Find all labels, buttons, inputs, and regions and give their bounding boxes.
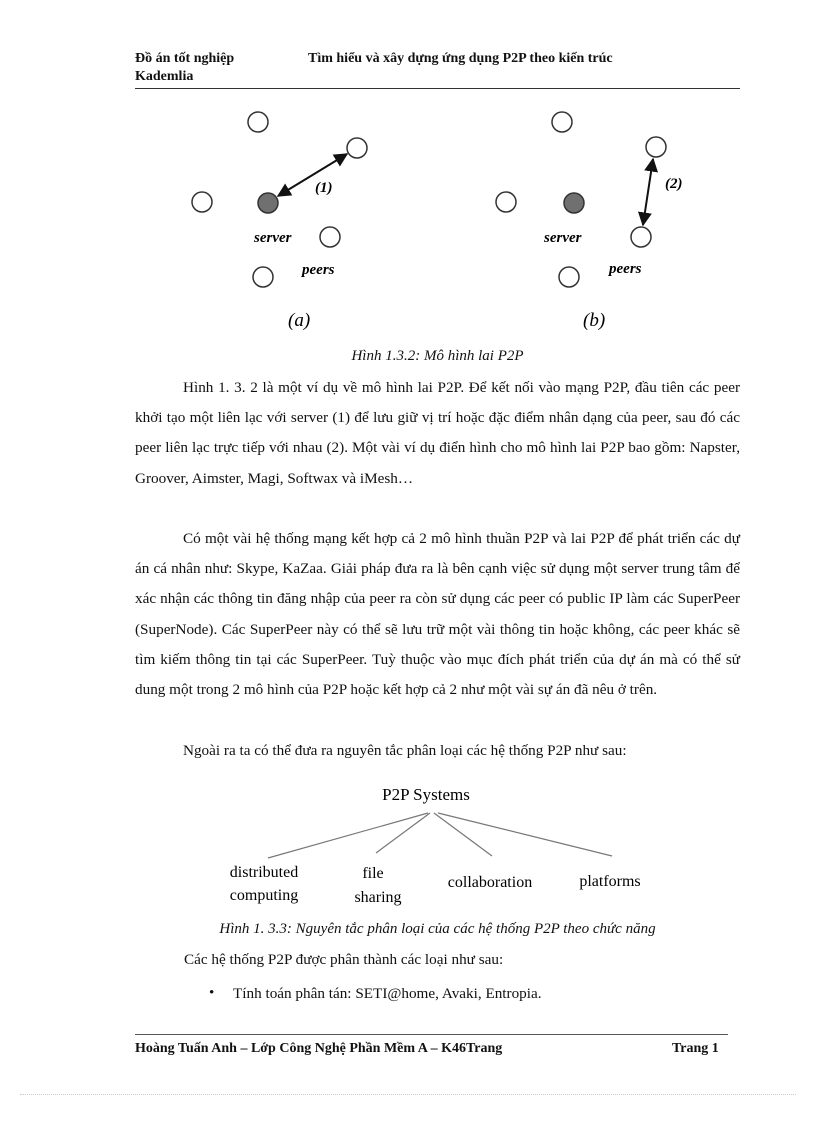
taxonomy-leaf: computing <box>229 887 299 904</box>
paragraph: Hình 1. 3. 2 là một ví dụ về mô hình lai P2P. Để kết nối vào mạng P2P, đầu tiên các peer khởi tạo một liên lạc với server (1) để lưu giữ vị trí hoặc đặc điểm nhân dạng của peer, sau đó các peer liên lạc trực tiếp với nhau (2). Một vài ví dụ điển hình cho mô hình lai P2P bao gồm: Napster, Groover, Aimster, Magi, Softwax và iMesh… <box>135 379 740 487</box>
peers-label: peers <box>609 261 642 277</box>
figure-caption: Hình 1. 3.3: Nguyên tắc phân loại của các hệ thống P2P theo chức năng <box>219 921 656 937</box>
subfigure-label: (b) <box>583 310 606 331</box>
list-intro: Các hệ thống P2P được phân thành các loại như sau: <box>184 951 504 968</box>
peer-node <box>253 267 273 287</box>
footer-author: Hoàng Tuấn Anh – Lớp Công Nghệ Phần Mềm A – K46Trang <box>135 1041 503 1056</box>
taxonomy-root: P2P Systems <box>382 785 470 804</box>
subfigure-label: (a) <box>288 310 311 331</box>
figure-caption: Hình 1.3.2: Mô hình lai P2P <box>351 348 524 364</box>
peers-label: peers <box>302 262 335 278</box>
tree-edge <box>376 813 430 853</box>
arrow-label: (2) <box>665 176 683 192</box>
p2p-taxonomy-figure <box>210 775 670 915</box>
diagram-a <box>192 112 367 331</box>
bullet-icon: • <box>209 984 215 1001</box>
peer-node <box>192 192 212 212</box>
header-title: Tìm hiểu và xây dựng ứng dụng P2P theo kiến trúc <box>308 51 613 66</box>
page-number: Trang 1 <box>672 1041 719 1056</box>
taxonomy-leaf: collaboration <box>447 874 533 891</box>
peer-node <box>248 112 268 132</box>
footer-rule <box>135 1034 728 1035</box>
peer-node <box>631 227 651 247</box>
arrow-label: (1) <box>315 180 333 196</box>
page-boundary <box>20 1094 796 1095</box>
server-node <box>564 193 584 213</box>
list-item-text: Tính toán phân tán: SETI@home, Avaki, Entropia. <box>233 985 542 1002</box>
header-left: Đồ án tốt nghiệp <box>135 51 235 66</box>
diagram-b <box>496 112 683 331</box>
paragraph: Có một vài hệ thống mạng kết hợp cả 2 mô hình thuần P2P và lai P2P để phát triển các dự án cá nhân như: Skype, KaZaa. Giải pháp đưa ra là bên cạnh việc sử dụng một server trung tâm để xác nhận các thông tin đăng nhập của peer ra còn sử dụng các peer có public IP làm các SuperPeer (SuperNode). Các SuperPeer này có thể sẽ lưu trữ một vài thông tin hoặc không, các peer khác sẽ tìm kiếm thông tin tại các SuperPeer. Tuỳ thuộc vào mục đích phát triển của dự án mà có thể sử dung một trong 2 mô hình của P2P hoặc kết hợp cả 2 như một vài sự án đã nêu ở trên. <box>135 530 740 699</box>
server-label: server <box>254 230 292 246</box>
taxonomy-leaf: sharing <box>354 889 402 906</box>
peer-node <box>552 112 572 132</box>
header-left-continued: Kademlia <box>135 69 194 84</box>
header-rule <box>135 88 740 89</box>
taxonomy-leaf: file <box>362 865 384 882</box>
server-label: server <box>544 230 582 246</box>
paragraph: Ngoài ra ta có thể đưa ra nguyên tắc phân loại các hệ thống P2P như sau: <box>183 742 627 759</box>
peer-node <box>559 267 579 287</box>
peer-node <box>646 137 666 157</box>
connection-arrow <box>278 154 347 196</box>
tree-edge <box>268 813 428 858</box>
server-node <box>258 193 278 213</box>
peer-node <box>347 138 367 158</box>
connection-arrow <box>643 159 653 225</box>
hybrid-p2p-figure <box>150 100 710 340</box>
tree-edge <box>438 813 612 856</box>
taxonomy-leaf: distributed <box>229 864 299 881</box>
taxonomy-leaf: platforms <box>579 873 641 890</box>
peer-node <box>320 227 340 247</box>
peer-node <box>496 192 516 212</box>
